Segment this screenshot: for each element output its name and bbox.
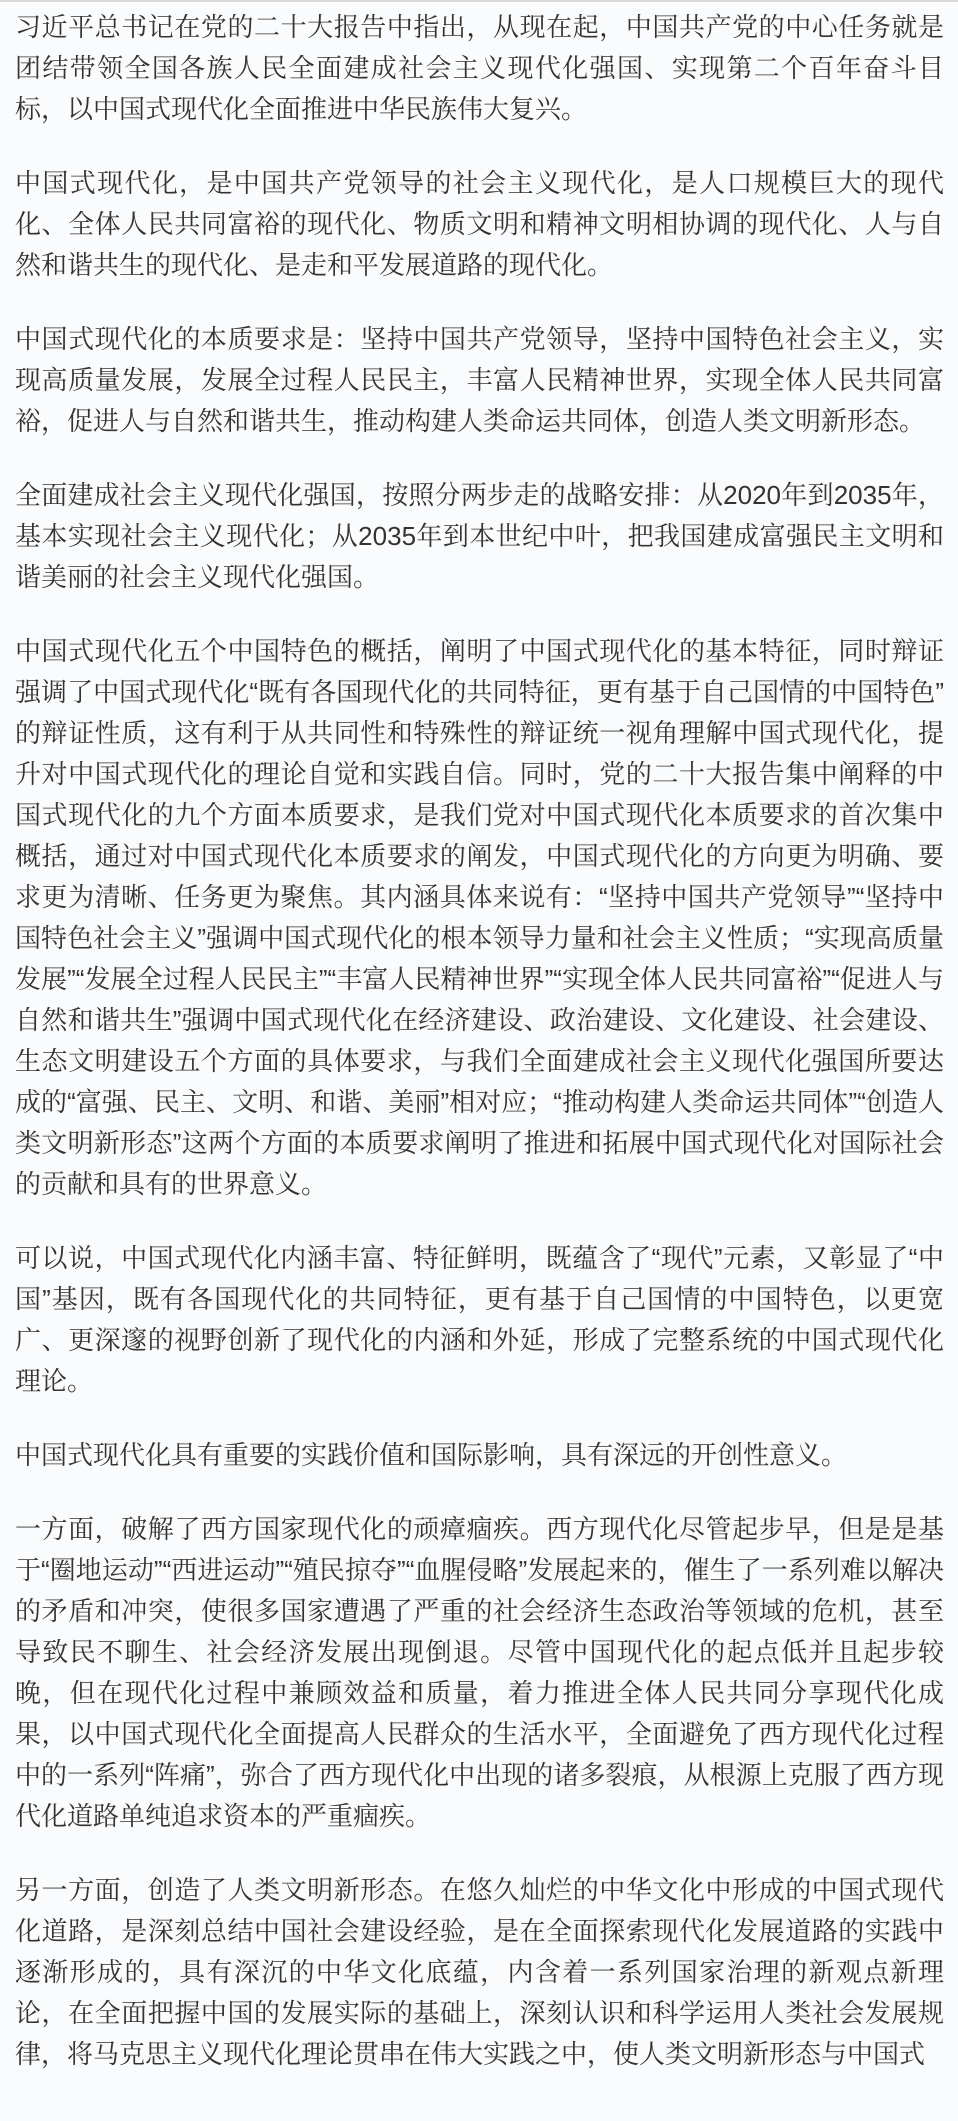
- paragraph-definition: 中国式现代化，是中国共产党领导的社会主义现代化，是人口规模巨大的现代化、全体人民共同富裕的现代化、物质文明和精神文明相协调的现代化、人与自然和谐共生的现代化、是走和平发展道路的现代化。: [15, 168, 944, 280]
- paragraph-five-characteristics: 中国式现代化五个中国特色的概括，阐明了中国式现代化的基本特征，同时辩证强调了中国式现代化“既有各国现代化的共同特征，更有基于自己国情的中国特色”的辩证性质，这有利于从共同性和特殊性的辩证统一视角理解中国式现代化，提升对中国式现代化的理论自觉和实践自信。同时，党的二十大报告集中阐释的中国式现代化的九个方面本质要求，是我们党对中国式现代化本质要求的首次集中概括，通过对中国式现代化本质要求的阐发，中国式现代化的方向更为明确、要求更为清晰、任务更为聚焦。其内涵具体来说有：“坚持中国共产党领导”“坚持中国特色社会主义”强调中国式现代化的根本领导力量和社会主义性质；“实现高质量发展”“发展全过程人民民主”“丰富人民精神世界”“实现全体人民共同富裕”“促进人与自然和谐共生”强调中国式现代化在经济建设、政治建设、文化建设、社会建设、生态文明建设五个方面的具体要求，与我们全面建成社会主义现代化强国所要达成的“富强、民主、文明、和谐、美丽”相对应；“推动构建人类命运共同体”“创造人类文明新形态”这两个方面的本质要求阐明了推进和拓展中国式现代化对国际社会的贡献和具有的世界意义。: [15, 636, 944, 1199]
- paragraph-significance: 中国式现代化具有重要的实践价值和国际影响，具有深远的开创性意义。: [15, 1440, 848, 1470]
- article-body: [0, 2, 958, 2075]
- paragraph-aspect-one: 一方面，破解了西方国家现代化的顽瘴痼疾。西方现代化尽管起步早，但是是基于“圈地运动”“西进运动”“殖民掠夺”“血腥侵略”发展起来的，催生了一系列难以解决的矛盾和冲突，使很多国家遭遇了严重的社会经济生态政治等领域的危机，甚至导致民不聊生、社会经济发展出现倒退。尽管中国现代化的起点低并且起步较晚，但在现代化过程中兼顾效益和质量，着力推进全体人民共同分享现代化成果，以中国式现代化全面提高人民群众的生活水平，全面避免了西方现代化过程中的一系列“阵痛”，弥合了西方现代化中出现的诸多裂痕，从根源上克服了西方现代化道路单纯追求资本的严重痼疾。: [15, 1514, 944, 1831]
- paragraph-two-step-plan: 全面建成社会主义现代化强国，按照分两步走的战略安排：从2020年到2035年，基本实现社会主义现代化；从2035年到本世纪中叶，把我国建成富强民主文明和谐美丽的社会主义现代化强国。: [15, 480, 944, 592]
- paragraph-intro: 习近平总书记在党的二十大报告中指出，从现在起，中国共产党的中心任务就是团结带领全国各族人民全面建成社会主义现代化强国、实现第二个百年奋斗目标，以中国式现代化全面推进中华民族伟大复兴。: [15, 12, 944, 124]
- paragraph-summary-theory: 可以说，中国式现代化内涵丰富、特征鲜明，既蕴含了“现代”元素，又彰显了“中国”基因，既有各国现代化的共同特征，更有基于自己国情的中国特色，以更宽广、更深邃的视野创新了现代化的内涵和外延，形成了完整系统的中国式现代化理论。: [15, 1243, 944, 1396]
- paragraph-essential-requirements: 中国式现代化的本质要求是：坚持中国共产党领导，坚持中国特色社会主义，实现高质量发展，发展全过程人民民主，丰富人民精神世界，实现全体人民共同富裕，促进人与自然和谐共生，推动构建人类命运共同体，创造人类文明新形态。: [15, 324, 944, 436]
- paragraph-aspect-two: 另一方面，创造了人类文明新形态。在悠久灿烂的中华文化中形成的中国式现代化道路，是深刻总结中国社会建设经验，是在全面探索现代化发展道路的实践中逐渐形成的，具有深沉的中华文化底蕴，内含着一系列国家治理的新观点新理论，在全面把握中国的发展实际的基础上，深刻认识和科学运用人类社会发展规律，将马克思主义现代化理论贯串在伟大实践之中，使人类文明新形态与中国式: [15, 1875, 944, 2069]
